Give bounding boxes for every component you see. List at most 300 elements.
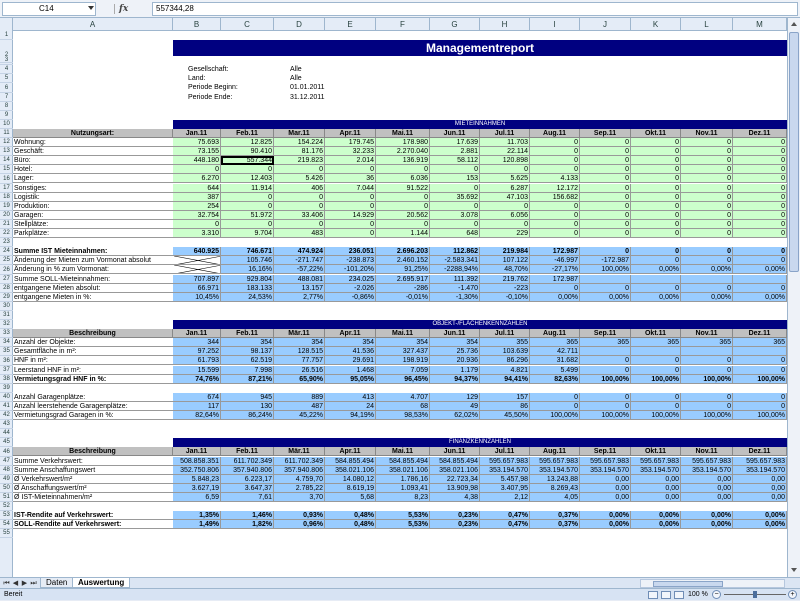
data-cell[interactable]: 49	[430, 402, 480, 411]
data-cell[interactable]: 14.929	[325, 211, 376, 220]
data-cell[interactable]: -172.987	[580, 256, 631, 265]
data-cell[interactable]: -27,17%	[530, 265, 580, 274]
data-cell[interactable]: 357.940.806	[274, 466, 325, 475]
data-cell[interactable]: 66.971	[173, 284, 221, 293]
data-cell[interactable]: 47.103	[480, 193, 530, 202]
row-header[interactable]: 23	[0, 238, 13, 247]
data-cell[interactable]: 33.406	[274, 211, 325, 220]
data-cell[interactable]: 640.925	[173, 247, 221, 256]
data-cell[interactable]: 354	[221, 338, 274, 347]
data-cell[interactable]: 0,00	[631, 484, 681, 493]
data-cell[interactable]: 11.914	[221, 184, 274, 193]
data-cell[interactable]: 4,05	[530, 493, 580, 502]
data-cell[interactable]: 0	[530, 393, 580, 402]
data-cell[interactable]: 154.224	[274, 138, 325, 147]
data-cell[interactable]: 2.881	[430, 147, 480, 156]
data-cell[interactable]: 0,00%	[580, 520, 631, 529]
data-cell[interactable]: 0	[733, 147, 787, 156]
data-cell[interactable]: 100,00%	[681, 375, 733, 384]
data-cell[interactable]: 1.468	[325, 366, 376, 375]
data-cell[interactable]: 487	[274, 402, 325, 411]
data-cell[interactable]: 0	[376, 220, 430, 229]
data-cell[interactable]: 0	[631, 247, 681, 256]
data-cell[interactable]: 0	[681, 284, 733, 293]
column-header-c[interactable]: C	[221, 18, 274, 31]
data-cell[interactable]: -1,30%	[430, 293, 480, 302]
data-cell[interactable]: 179.745	[325, 138, 376, 147]
data-cell[interactable]: 234.025	[325, 275, 376, 284]
data-cell[interactable]: 51.972	[221, 211, 274, 220]
data-cell[interactable]: 5.625	[480, 174, 530, 183]
data-cell[interactable]: 0	[221, 202, 274, 211]
data-cell[interactable]: 0	[430, 220, 480, 229]
data-cell[interactable]: 96,45%	[376, 375, 430, 384]
data-cell[interactable]: 0,00%	[733, 293, 787, 302]
data-cell[interactable]: 0	[580, 356, 631, 365]
data-cell[interactable]: 0,00	[681, 493, 733, 502]
row-header[interactable]: 55	[0, 529, 13, 538]
data-cell[interactable]: 0	[325, 229, 376, 238]
data-cell[interactable]: 183.133	[221, 284, 274, 293]
data-cell[interactable]: 14.080,12	[325, 475, 376, 484]
data-cell[interactable]: 219.762	[480, 275, 530, 284]
data-cell[interactable]: 77.757	[274, 356, 325, 365]
page-break-view-icon[interactable]	[674, 591, 684, 599]
data-cell[interactable]: 0	[681, 356, 733, 365]
data-cell[interactable]: 595.657.983	[733, 457, 787, 466]
column-header-l[interactable]: L	[681, 18, 733, 31]
data-cell[interactable]: 13.243,88	[530, 475, 580, 484]
data-cell[interactable]: 353.194.570	[733, 466, 787, 475]
data-cell[interactable]: 91.522	[376, 184, 430, 193]
data-cell[interactable]: 0,00	[580, 475, 631, 484]
data-cell[interactable]: 365	[530, 338, 580, 347]
data-cell[interactable]: 474.924	[274, 247, 325, 256]
data-cell[interactable]: 0	[733, 402, 787, 411]
data-cell[interactable]: 9.704	[221, 229, 274, 238]
data-cell[interactable]: 0	[631, 284, 681, 293]
data-cell[interactable]: 0,37%	[530, 511, 580, 520]
data-cell[interactable]: 595.657.983	[681, 457, 733, 466]
data-cell[interactable]: 0,00	[681, 475, 733, 484]
data-cell[interactable]: 0	[580, 165, 631, 174]
data-cell[interactable]: 100,00%	[681, 411, 733, 420]
data-cell[interactable]: 0,00%	[631, 511, 681, 520]
data-cell[interactable]: 0	[530, 211, 580, 220]
row-header[interactable]: 32	[0, 320, 13, 329]
data-cell[interactable]: 0,00	[733, 493, 787, 502]
data-cell[interactable]: 0	[681, 174, 733, 183]
data-cell[interactable]: 100,00%	[733, 411, 787, 420]
data-cell[interactable]: 355	[480, 338, 530, 347]
data-cell[interactable]	[580, 347, 631, 356]
data-cell[interactable]: 5,53%	[376, 520, 430, 529]
row-header[interactable]: 8	[0, 102, 13, 111]
data-cell[interactable]: 0	[681, 184, 733, 193]
data-cell[interactable]: 172.987	[530, 275, 580, 284]
data-cell[interactable]: 0,00%	[580, 293, 631, 302]
data-cell[interactable]: 0	[631, 138, 681, 147]
data-cell[interactable]: 100,00%	[580, 375, 631, 384]
first-sheet-icon[interactable]: ⏮	[3, 580, 10, 587]
data-cell[interactable]: 86	[480, 402, 530, 411]
data-cell[interactable]: 0	[580, 229, 631, 238]
data-cell[interactable]: 100,00%	[631, 375, 681, 384]
data-cell[interactable]: 353.194.570	[480, 466, 530, 475]
data-cell[interactable]: 0	[733, 165, 787, 174]
data-cell[interactable]: 889	[274, 393, 325, 402]
row-header[interactable]: 7	[0, 93, 13, 102]
data-cell[interactable]: 0,00	[681, 484, 733, 493]
row-header[interactable]: 45	[0, 438, 13, 447]
data-cell[interactable]: 0,23%	[430, 511, 480, 520]
data-cell[interactable]: 6,59	[173, 493, 221, 502]
data-cell[interactable]: 0	[733, 356, 787, 365]
data-cell[interactable]: 16,16%	[221, 265, 274, 274]
data-cell[interactable]: 100,00%	[733, 375, 787, 384]
data-cell[interactable]: 0	[530, 402, 580, 411]
normal-view-icon[interactable]	[648, 591, 658, 599]
data-cell[interactable]: 0	[274, 165, 325, 174]
column-header-e[interactable]: E	[325, 18, 376, 31]
data-cell[interactable]: 0	[274, 202, 325, 211]
data-cell[interactable]: 3.078	[430, 211, 480, 220]
data-cell[interactable]: 4.821	[480, 366, 530, 375]
column-header-m[interactable]: M	[733, 18, 787, 31]
data-cell[interactable]: 112.862	[430, 247, 480, 256]
data-cell[interactable]: 4,38	[430, 493, 480, 502]
data-cell[interactable]: -0,01%	[376, 293, 430, 302]
data-cell[interactable]: 0	[733, 220, 787, 229]
data-cell[interactable]: 0	[580, 220, 631, 229]
data-cell[interactable]: 94,37%	[430, 375, 480, 384]
data-cell[interactable]: 0	[221, 220, 274, 229]
data-cell[interactable]: 229	[480, 229, 530, 238]
data-cell[interactable]: 41.536	[325, 347, 376, 356]
data-cell[interactable]: -101,20%	[325, 265, 376, 274]
column-header-i[interactable]: I	[530, 18, 580, 31]
data-cell[interactable]: 6.036	[376, 174, 430, 183]
zoom-out-icon[interactable]: −	[712, 590, 721, 599]
data-cell[interactable]: 0	[173, 220, 221, 229]
data-cell[interactable]: 0	[274, 220, 325, 229]
data-cell[interactable]: 557.344	[221, 156, 274, 165]
data-cell[interactable]: 611.702.349	[274, 457, 325, 466]
row-header[interactable]: 12	[0, 138, 13, 147]
data-cell[interactable]: 1,35%	[173, 511, 221, 520]
data-cell[interactable]: 22.723,34	[430, 475, 480, 484]
column-header-a[interactable]: A	[13, 18, 173, 31]
name-box-dropdown-icon[interactable]	[88, 6, 94, 10]
data-cell[interactable]: 3.310	[173, 229, 221, 238]
data-cell[interactable]: 1.786,16	[376, 475, 430, 484]
data-cell[interactable]: 0	[631, 147, 681, 156]
data-cell[interactable]: 611.702.349	[221, 457, 274, 466]
data-cell[interactable]: 707.897	[173, 275, 221, 284]
data-cell[interactable]: -286	[376, 284, 430, 293]
data-cell[interactable]: 648	[430, 229, 480, 238]
row-header[interactable]: 18	[0, 193, 13, 202]
data-cell[interactable]: 2.785,22	[274, 484, 325, 493]
row-header[interactable]: 47	[0, 457, 13, 466]
data-cell[interactable]: 0,00	[631, 475, 681, 484]
row-header[interactable]: 24	[0, 247, 13, 256]
row-header[interactable]: 16	[0, 175, 13, 184]
data-cell[interactable]: 353.194.570	[681, 466, 733, 475]
scroll-down-icon[interactable]	[791, 568, 797, 572]
data-cell[interactable]: 0,00%	[681, 265, 733, 274]
data-cell[interactable]: 15.599	[173, 366, 221, 375]
data-cell[interactable]: 0,00%	[631, 520, 681, 529]
data-cell[interactable]: 4.759,70	[274, 475, 325, 484]
data-cell[interactable]: 0	[681, 156, 733, 165]
data-cell[interactable]: 0,00%	[530, 293, 580, 302]
data-cell[interactable]	[631, 347, 681, 356]
data-cell[interactable]: 74,76%	[173, 375, 221, 384]
vertical-scroll-thumb[interactable]	[789, 32, 799, 272]
row-header[interactable]: 15	[0, 165, 13, 174]
data-cell[interactable]: 1,49%	[173, 520, 221, 529]
data-cell[interactable]: 0	[733, 193, 787, 202]
name-box[interactable]: C14	[2, 2, 96, 16]
data-cell[interactable]: 3.407,95	[480, 484, 530, 493]
data-cell[interactable]: 32.754	[173, 211, 221, 220]
data-cell[interactable]: 0,96%	[274, 520, 325, 529]
data-cell[interactable]: 0	[580, 156, 631, 165]
data-cell[interactable]: 0,00%	[681, 293, 733, 302]
row-header[interactable]: 35	[0, 347, 13, 356]
data-cell[interactable]: 254	[173, 202, 221, 211]
data-cell[interactable]: 48,70%	[480, 265, 530, 274]
data-cell[interactable]: 2.696.203	[376, 247, 430, 256]
data-cell[interactable]: 5,68	[325, 493, 376, 502]
data-cell[interactable]: 2.695.917	[376, 275, 430, 284]
data-cell[interactable]: 58.112	[430, 156, 480, 165]
data-cell[interactable]: -46.997	[530, 256, 580, 265]
data-cell[interactable]: 1.144	[376, 229, 430, 238]
data-cell[interactable]: 6.056	[480, 211, 530, 220]
data-cell[interactable]: 0	[681, 211, 733, 220]
data-cell[interactable]: 0	[631, 256, 681, 265]
data-cell[interactable]: 746.671	[221, 247, 274, 256]
row-header[interactable]: 5	[0, 74, 13, 83]
data-cell[interactable]: 0,00%	[733, 520, 787, 529]
data-cell[interactable]: 0	[530, 156, 580, 165]
data-cell[interactable]: 94,19%	[325, 411, 376, 420]
column-header-h[interactable]: H	[480, 18, 530, 31]
data-cell[interactable]: 358.021.106	[430, 466, 480, 475]
data-cell[interactable]	[733, 275, 787, 284]
sheet-tab-auswertung[interactable]: Auswertung	[72, 578, 130, 588]
data-cell[interactable]	[580, 275, 631, 284]
data-cell[interactable]: 0	[631, 211, 681, 220]
row-header[interactable]: 42	[0, 411, 13, 420]
row-header[interactable]: 36	[0, 357, 13, 366]
data-cell[interactable]: 4.133	[530, 174, 580, 183]
data-cell[interactable]: 100,00%	[530, 411, 580, 420]
data-cell[interactable]: 4.707	[376, 393, 430, 402]
data-cell[interactable]: 0,47%	[480, 520, 530, 529]
data-cell[interactable]: 111.392	[430, 275, 480, 284]
data-cell[interactable]: 0,93%	[274, 511, 325, 520]
data-cell[interactable]: 0	[580, 138, 631, 147]
data-cell[interactable]: 0	[681, 220, 733, 229]
data-cell[interactable]: 354	[376, 338, 430, 347]
data-cell[interactable]: 0	[733, 247, 787, 256]
data-cell[interactable]: 128.515	[274, 347, 325, 356]
data-cell[interactable]: 3.627,19	[173, 484, 221, 493]
data-cell[interactable]: 0	[631, 165, 681, 174]
data-cell[interactable]: 1.093,41	[376, 484, 430, 493]
data-cell[interactable]: 595.657.983	[480, 457, 530, 466]
data-cell[interactable]: 42.711	[530, 347, 580, 356]
data-cell[interactable]: 100,00%	[580, 265, 631, 274]
row-header[interactable]: 49	[0, 475, 13, 484]
zoom-in-icon[interactable]: +	[788, 590, 797, 599]
data-cell[interactable]	[173, 265, 221, 274]
data-cell[interactable]: 0	[681, 402, 733, 411]
data-cell[interactable]: 6.223,17	[221, 475, 274, 484]
data-cell[interactable]: 22.114	[480, 147, 530, 156]
row-header[interactable]: 54	[0, 520, 13, 529]
data-cell[interactable]: 98,53%	[376, 411, 430, 420]
data-cell[interactable]: 0,48%	[325, 511, 376, 520]
data-cell[interactable]: 0	[580, 402, 631, 411]
data-cell[interactable]: 0	[681, 393, 733, 402]
data-cell[interactable]: 0,47%	[480, 511, 530, 520]
data-cell[interactable]: 20.936	[430, 356, 480, 365]
data-cell[interactable]: 0	[733, 229, 787, 238]
data-cell[interactable]: 0	[681, 138, 733, 147]
data-cell[interactable]: 0	[376, 165, 430, 174]
data-cell[interactable]: 508.858.351	[173, 457, 221, 466]
data-cell[interactable]: 0	[631, 366, 681, 375]
data-cell[interactable]: 448.180	[173, 156, 221, 165]
data-cell[interactable]: 0	[733, 174, 787, 183]
data-cell[interactable]: 0,00%	[733, 265, 787, 274]
data-cell[interactable]: 0,00%	[631, 265, 681, 274]
prev-sheet-icon[interactable]: ◀	[12, 580, 19, 587]
data-cell[interactable]: 0,00%	[631, 293, 681, 302]
data-cell[interactable]: 13.157	[274, 284, 325, 293]
row-header[interactable]: 33	[0, 329, 13, 338]
data-cell[interactable]: 11.703	[480, 138, 530, 147]
data-cell[interactable]: 219.823	[274, 156, 325, 165]
data-cell[interactable]: 0	[376, 193, 430, 202]
data-cell[interactable]: 8.619,19	[325, 484, 376, 493]
data-cell[interactable]: 178.980	[376, 138, 430, 147]
data-cell[interactable]: 0	[681, 193, 733, 202]
data-cell[interactable]: 0	[430, 202, 480, 211]
data-cell[interactable]: 0	[430, 165, 480, 174]
data-cell[interactable]: 6.270	[173, 174, 221, 183]
data-cell[interactable]: 172.987	[530, 247, 580, 256]
data-cell[interactable]: 365	[733, 338, 787, 347]
row-header[interactable]: 9	[0, 111, 13, 120]
row-header[interactable]: 51	[0, 493, 13, 502]
row-header[interactable]: 2	[0, 47, 13, 63]
column-header-g[interactable]: G	[430, 18, 480, 31]
data-cell[interactable]: 0	[480, 220, 530, 229]
data-cell[interactable]: 12.403	[221, 174, 274, 183]
data-cell[interactable]: -1.470	[430, 284, 480, 293]
data-cell[interactable]: 219.984	[480, 247, 530, 256]
next-sheet-icon[interactable]: ▶	[21, 580, 28, 587]
data-cell[interactable]: 5.426	[274, 174, 325, 183]
row-header[interactable]: 6	[0, 84, 13, 93]
data-cell[interactable]	[733, 347, 787, 356]
data-cell[interactable]: 26.516	[274, 366, 325, 375]
data-cell[interactable]: 413	[325, 393, 376, 402]
data-cell[interactable]: -223	[480, 284, 530, 293]
row-header[interactable]: 14	[0, 156, 13, 165]
data-cell[interactable]: 387	[173, 193, 221, 202]
data-cell[interactable]: 0	[530, 220, 580, 229]
data-cell[interactable]: 0	[733, 184, 787, 193]
data-cell[interactable]: 91,25%	[376, 265, 430, 274]
data-cell[interactable]: 0	[580, 202, 631, 211]
row-header[interactable]: 38	[0, 375, 13, 384]
row-header[interactable]: 34	[0, 338, 13, 347]
data-cell[interactable]: 0	[681, 247, 733, 256]
data-cell[interactable]: 0	[221, 193, 274, 202]
row-header[interactable]: 44	[0, 429, 13, 438]
data-cell[interactable]: 0	[325, 220, 376, 229]
data-cell[interactable]: 12.825	[221, 138, 274, 147]
data-cell[interactable]: 156.682	[530, 193, 580, 202]
data-cell[interactable]: 327.437	[376, 347, 430, 356]
data-cell[interactable]: 2,77%	[274, 293, 325, 302]
spreadsheet-grid[interactable]	[13, 31, 787, 577]
data-cell[interactable]: 120.898	[480, 156, 530, 165]
data-cell[interactable]: 20.562	[376, 211, 430, 220]
data-cell[interactable]: 0	[376, 202, 430, 211]
data-cell[interactable]: 68	[376, 402, 430, 411]
horizontal-scrollbar[interactable]	[640, 579, 785, 588]
data-cell[interactable]: 0	[681, 202, 733, 211]
data-cell[interactable]: 100,00%	[631, 411, 681, 420]
row-header[interactable]: 29	[0, 293, 13, 302]
data-cell[interactable]: 358.021.106	[376, 466, 430, 475]
data-cell[interactable]: 0	[631, 402, 681, 411]
data-cell[interactable]: -57,22%	[274, 265, 325, 274]
data-cell[interactable]: 0	[580, 184, 631, 193]
data-cell[interactable]: 357.940.806	[221, 466, 274, 475]
data-cell[interactable]: 0	[530, 229, 580, 238]
data-cell[interactable]: 97.252	[173, 347, 221, 356]
data-cell[interactable]: 0	[733, 366, 787, 375]
data-cell[interactable]: 354	[274, 338, 325, 347]
select-all-corner[interactable]	[0, 18, 13, 31]
data-cell[interactable]: 0	[580, 284, 631, 293]
sheet-tab-daten[interactable]: Daten	[40, 578, 73, 588]
data-cell[interactable]: 0,00	[733, 475, 787, 484]
row-header[interactable]: 40	[0, 393, 13, 402]
data-cell[interactable]: 0	[733, 393, 787, 402]
data-cell[interactable]: 584.855.494	[325, 457, 376, 466]
row-header[interactable]: 28	[0, 284, 13, 293]
row-header[interactable]: 11	[0, 129, 13, 138]
data-cell[interactable]: 98.137	[221, 347, 274, 356]
data-cell[interactable]: 87,21%	[221, 375, 274, 384]
data-cell[interactable]: 8.269,43	[530, 484, 580, 493]
row-header[interactable]: 19	[0, 202, 13, 211]
data-cell[interactable]: 90.410	[221, 147, 274, 156]
data-cell[interactable]: 0	[580, 211, 631, 220]
row-header[interactable]: 52	[0, 502, 13, 511]
formula-input[interactable]: 557344,28	[152, 2, 798, 16]
data-cell[interactable]: 25.736	[430, 347, 480, 356]
